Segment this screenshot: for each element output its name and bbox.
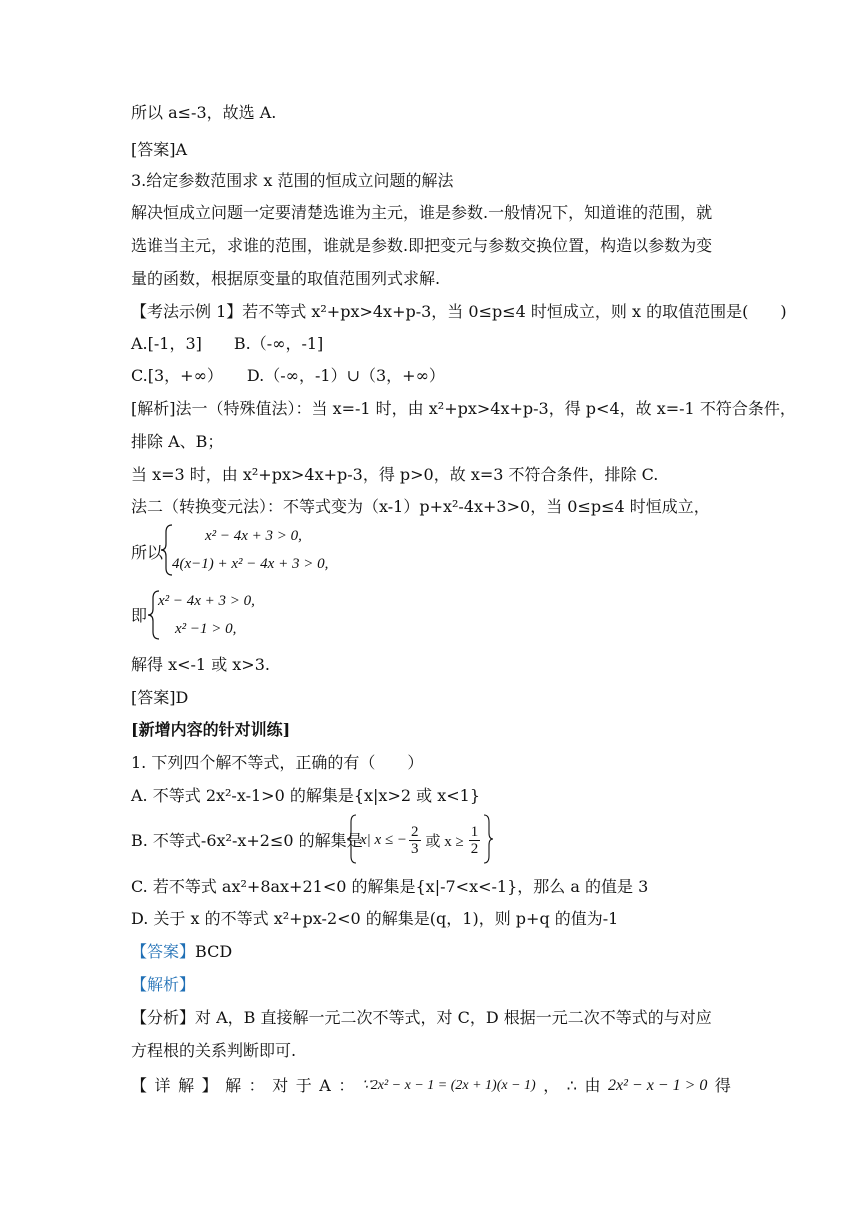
result-line: 解得 x<-1 或 x>3.	[131, 655, 270, 674]
detail-token: 解	[178, 1076, 195, 1095]
detail-token: 详	[154, 1076, 171, 1095]
fraction	[409, 824, 421, 857]
detail-formula: ∵2x² − x − 1 = (2x + 1)(x − 1)	[361, 1078, 536, 1093]
fraction-denominator: 3	[411, 840, 419, 857]
option-c: C. 若不等式 ax²+8ax+21<0 的解集是{x|-7<x<-1}，那么 a 的值是 3	[131, 877, 649, 896]
equation-row: x² − 4x + 3 > 0,	[205, 528, 302, 544]
detail-formula: 2x² − x − 1 > 0	[608, 1077, 708, 1094]
equation-row: 4(x−1) + x² − 4x + 3 > 0,	[172, 556, 329, 572]
detail-token: 于	[295, 1076, 312, 1095]
option-line: C.[3，+∞） D.（-∞，-1）∪（3，+∞）	[131, 366, 445, 385]
paragraph-line: 量的函数，根据原变量的取值范围列式求解.	[131, 269, 441, 288]
fraction-numerator: 1	[470, 823, 479, 840]
answer-row	[131, 942, 232, 962]
answer-line: [答案]A	[131, 140, 188, 159]
answer-value: BCD	[195, 942, 233, 961]
analysis-line: 法二（转换变元法）：不等式变为（x-1）p+x²-4x+3>0，当 0≤p≤4 时恒成立，	[131, 497, 710, 516]
detail-token: 【	[131, 1076, 148, 1095]
system-prefix: 所以	[131, 543, 164, 562]
detail-token: 得	[714, 1076, 731, 1095]
analysis-line: 当 x=3 时，由 x²+px>4x+p-3，得 p>0，故 x=3 不符合条件，排除 C.	[131, 465, 659, 484]
equation-row: x² −1 > 0,	[175, 621, 237, 637]
equation-row: x² − 4x + 3 > 0,	[158, 593, 255, 609]
detail-token: 由	[584, 1076, 601, 1095]
paragraph-line: 解决恒成立问题一定要清楚选谁为主元，谁是参数.一般情况下，知道谁的范围，就	[131, 203, 713, 222]
system-prefix: 即	[131, 606, 148, 625]
option-a: A. 不等式 2x²-x-1>0 的解集是{x|x>2 或 x<1}	[131, 786, 481, 805]
question-line: 1. 下列四个解不等式，正确的有（ ）	[131, 753, 424, 772]
fraction-denominator: 2	[470, 840, 479, 857]
right-brace-icon	[482, 814, 494, 864]
detail-token: A	[319, 1076, 331, 1095]
detail-line	[131, 1076, 731, 1096]
left-brace-icon	[346, 814, 358, 864]
text-line: 所以 a≤-3，故选 A.	[131, 103, 277, 122]
analysis-line: [解析]法一（特殊值法）：当 x=-1 时，由 x²+px>4x+p-3，得 p<4，故 x=-1 不符合条件，	[131, 399, 796, 418]
paragraph-line: 选谁当主元，求谁的范围，谁就是参数.即把变元与参数交换位置，构造以参数为变	[131, 236, 713, 255]
answer-line: [答案]D	[131, 688, 189, 707]
set-expression: x| x ≤ −	[360, 831, 408, 848]
detail-token: ：	[338, 1076, 355, 1095]
analysis-line: 排除 A、B；	[131, 432, 224, 451]
detail-token: 】	[201, 1076, 218, 1095]
section-heading: 3.给定参数范围求 x 范围的恒成立问题的解法	[131, 171, 454, 190]
option-line: A.[-1，3] B.（-∞，-1]	[131, 334, 324, 353]
detail-token: 对	[272, 1076, 289, 1095]
analysis-paragraph: 【分析】对 A，B 直接解一元二次不等式，对 C，D 根据一元二次不等式的与对应	[131, 1008, 712, 1027]
option-b-prefix: B. 不等式-6x²-x+2≤0 的解集是	[131, 831, 363, 850]
section-heading-bold: [新增内容的针对训练]	[131, 720, 291, 739]
analysis-paragraph: 方程根的关系判断即可.	[131, 1041, 297, 1060]
answer-label: 【答案】	[131, 942, 196, 961]
option-d: D. 关于 x 的不等式 x²+px-2<0 的解集是(q，1)，则 p+q 的值为-1	[131, 909, 619, 928]
detail-token: ：	[248, 1076, 265, 1095]
fraction	[469, 824, 481, 857]
set-expression: 或 x ≥	[425, 833, 464, 850]
detail-token: ∴	[566, 1076, 577, 1095]
detail-token: ，	[543, 1076, 560, 1095]
example-question: 【考法示例 1】若不等式 x²+px>4x+p-3，当 0≤p≤4 时恒成立，则 x 的取值范围是( )	[131, 302, 787, 321]
fraction-numerator: 2	[411, 823, 419, 840]
detail-token: 解	[225, 1076, 242, 1095]
analysis-label: 【解析】	[131, 975, 196, 994]
